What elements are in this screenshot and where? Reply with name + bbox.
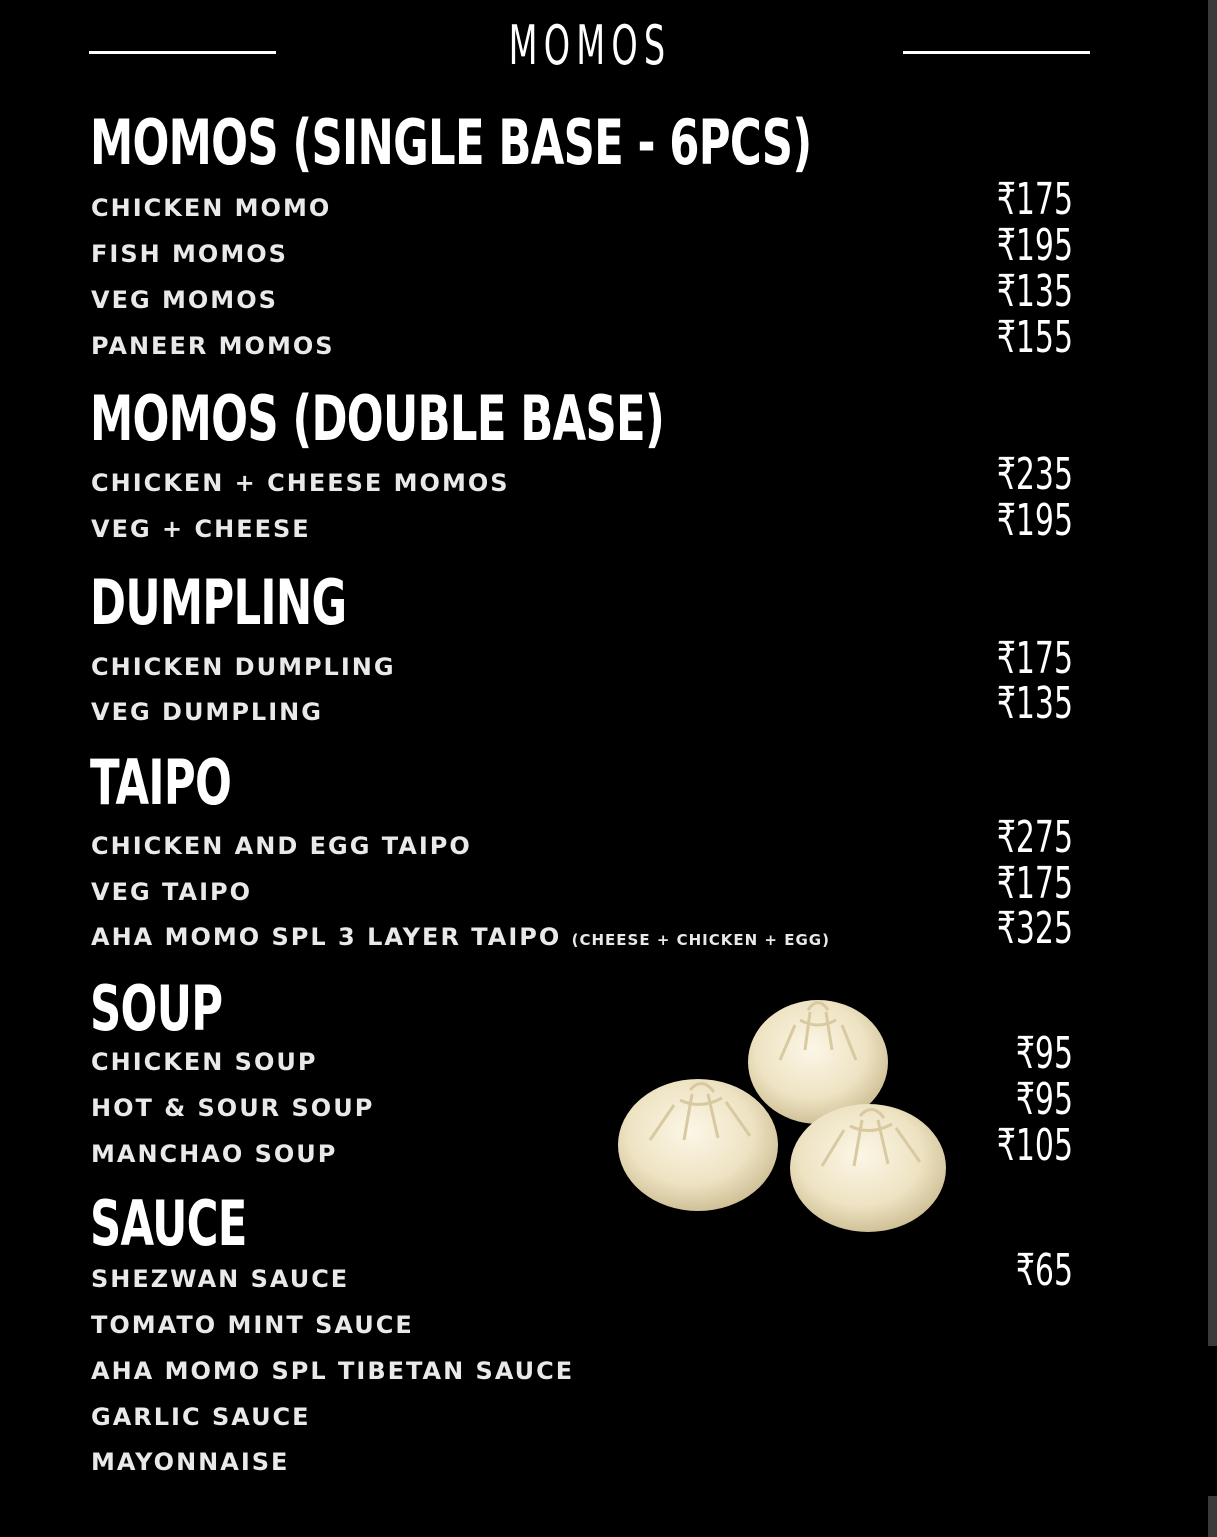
menu-item-price: ₹105 xyxy=(996,1120,1073,1171)
page-edge-gap xyxy=(1208,1346,1217,1496)
menu-item-price: ₹175 xyxy=(996,174,1073,225)
menu-item-price: ₹155 xyxy=(996,312,1073,363)
menu-item-note: (CHEESE + CHICKEN + EGG) xyxy=(571,931,830,949)
title-rule-right xyxy=(903,51,1090,54)
menu-item-price: ₹95 xyxy=(1015,1074,1073,1125)
menu-item-name: VEG MOMOS xyxy=(91,286,278,314)
menu-item-price: ₹135 xyxy=(996,678,1073,729)
menu-item-price: ₹175 xyxy=(996,858,1073,909)
menu-item-name: MAYONNAISE xyxy=(91,1448,290,1476)
menu-item-price: ₹65 xyxy=(1015,1245,1073,1296)
menu-item-price: ₹95 xyxy=(1015,1028,1073,1079)
menu-item-name: VEG DUMPLING xyxy=(91,698,323,726)
menu-item-name: CHICKEN + CHEESE MOMOS xyxy=(91,469,510,497)
page-edge xyxy=(1208,0,1217,1537)
menu-item-name: CHICKEN AND EGG TAIPO xyxy=(91,832,472,860)
menu-item-name: CHICKEN SOUP xyxy=(91,1048,318,1076)
menu-item-price: ₹325 xyxy=(996,903,1073,954)
menu-item-price: ₹235 xyxy=(996,449,1073,500)
menu-item-name: GARLIC SAUCE xyxy=(91,1403,311,1431)
menu-item-price: ₹275 xyxy=(996,812,1073,863)
menu-item-price: ₹135 xyxy=(996,266,1073,317)
menu-item-name: HOT & SOUR SOUP xyxy=(91,1094,375,1122)
page-title: MOMOS xyxy=(508,14,672,77)
section-heading: MOMOS (DOUBLE BASE) xyxy=(90,382,665,455)
section-heading: SAUCE xyxy=(90,1187,247,1260)
menu-item-name: TOMATO MINT SAUCE xyxy=(91,1311,414,1339)
menu-item-name: FISH MOMOS xyxy=(91,240,288,268)
momo-illustration xyxy=(610,990,950,1240)
menu-item-name: AHA MOMO SPL TIBETAN SAUCE xyxy=(91,1357,575,1385)
section-heading: TAIPO xyxy=(90,746,232,819)
menu-item-name: CHICKEN MOMO xyxy=(91,194,332,222)
menu-item-name: VEG + CHEESE xyxy=(91,515,311,543)
menu-item-name: MANCHAO SOUP xyxy=(91,1140,338,1168)
menu-item-price: ₹195 xyxy=(996,495,1073,546)
section-heading: SOUP xyxy=(90,972,223,1045)
menu-item-name xyxy=(91,925,830,949)
menu-item-price: ₹195 xyxy=(996,220,1073,271)
menu-item-price: ₹175 xyxy=(996,633,1073,684)
menu-item-name: SHEZWAN SAUCE xyxy=(91,1265,350,1293)
menu-item-name: VEG TAIPO xyxy=(91,878,253,906)
menu-item-label: AHA MOMO SPL 3 LAYER TAIPO xyxy=(91,923,562,951)
section-heading: DUMPLING xyxy=(90,566,347,639)
menu-item-name: PANEER MOMOS xyxy=(91,332,335,360)
menu-item-name: CHICKEN DUMPLING xyxy=(91,653,396,681)
section-heading: MOMOS (SINGLE BASE - 6PCS) xyxy=(90,106,812,179)
